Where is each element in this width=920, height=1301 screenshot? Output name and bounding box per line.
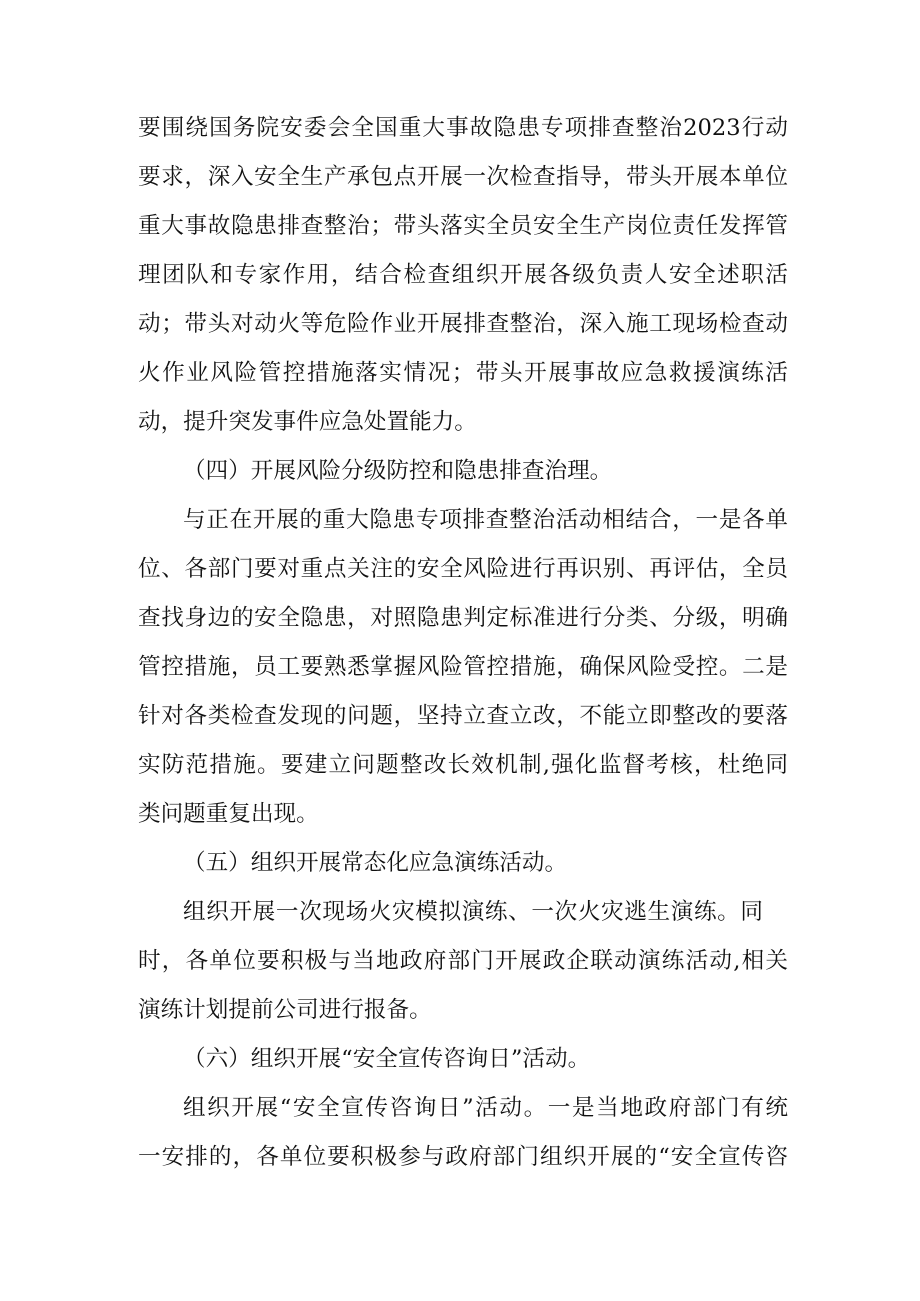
paragraph-first-line: 组织开展一次现场火灾模拟演练、一次火灾逃生演练。同 xyxy=(183,899,763,925)
section-heading-5: （五）组织开展常态化应急演练活动。 xyxy=(183,850,568,876)
paragraph-first-line: 组织开展“安全宣传咨询日”活动。一是当地政府部门有统 xyxy=(183,1095,788,1121)
section-heading-6: （六）组织开展“安全宣传咨询日”活动。 xyxy=(183,1046,591,1072)
text-line: 要围绕国务院安委会全国重大事故隐患专项排查整治2023行动 xyxy=(138,115,788,141)
text-line: 动；带头对动火等危险作业开展排查整治，深入施工现场检查动 xyxy=(138,311,788,337)
text-line: 管控措施，员工要熟悉掌握风险管控措施，确保风险受控。二是 xyxy=(138,654,788,680)
text-line: 理团队和专家作用，结合检查组织开展各级负责人安全述职活 xyxy=(138,262,788,288)
text-line: 一安排的，各单位要积极参与政府部门组织开展的“安全宣传咨 xyxy=(138,1144,788,1170)
text-line: 时，各单位要积极与当地政府部门开展政企联动演练活动,相关 xyxy=(138,948,788,974)
text-line: 查找身边的安全隐患，对照隐患判定标准进行分类、分级，明确 xyxy=(138,605,788,631)
text-line: 要求，深入安全生产承包点开展一次检查指导，带头开展本单位 xyxy=(138,164,788,190)
text-line: 火作业风险管控措施落实情况；带头开展事故应急救援演练活 xyxy=(138,360,788,386)
text-line: 动，提升突发事件应急处置能力。 xyxy=(138,409,477,435)
paragraph-first-line: 与正在开展的重大隐患专项排查整治活动相结合，一是各单 xyxy=(183,507,788,533)
text-line: 演练计划提前公司进行报备。 xyxy=(138,997,432,1023)
text-line: 类问题重复出现。 xyxy=(138,801,319,827)
section-heading-4: （四）开展风险分级防控和隐患排查治理。 xyxy=(183,458,613,484)
text-line: 实防范措施。要建立问题整改长效机制,强化监督考核，杜绝同 xyxy=(138,752,788,778)
text-line: 位、各部门要对重点关注的安全风险进行再识别、再评估，全员 xyxy=(138,556,788,582)
text-line: 针对各类检查发现的问题，坚持立查立改，不能立即整改的要落 xyxy=(138,703,788,729)
text-line: 重大事故隐患排查整治；带头落实全员安全生产岗位责任发挥管 xyxy=(138,213,788,239)
